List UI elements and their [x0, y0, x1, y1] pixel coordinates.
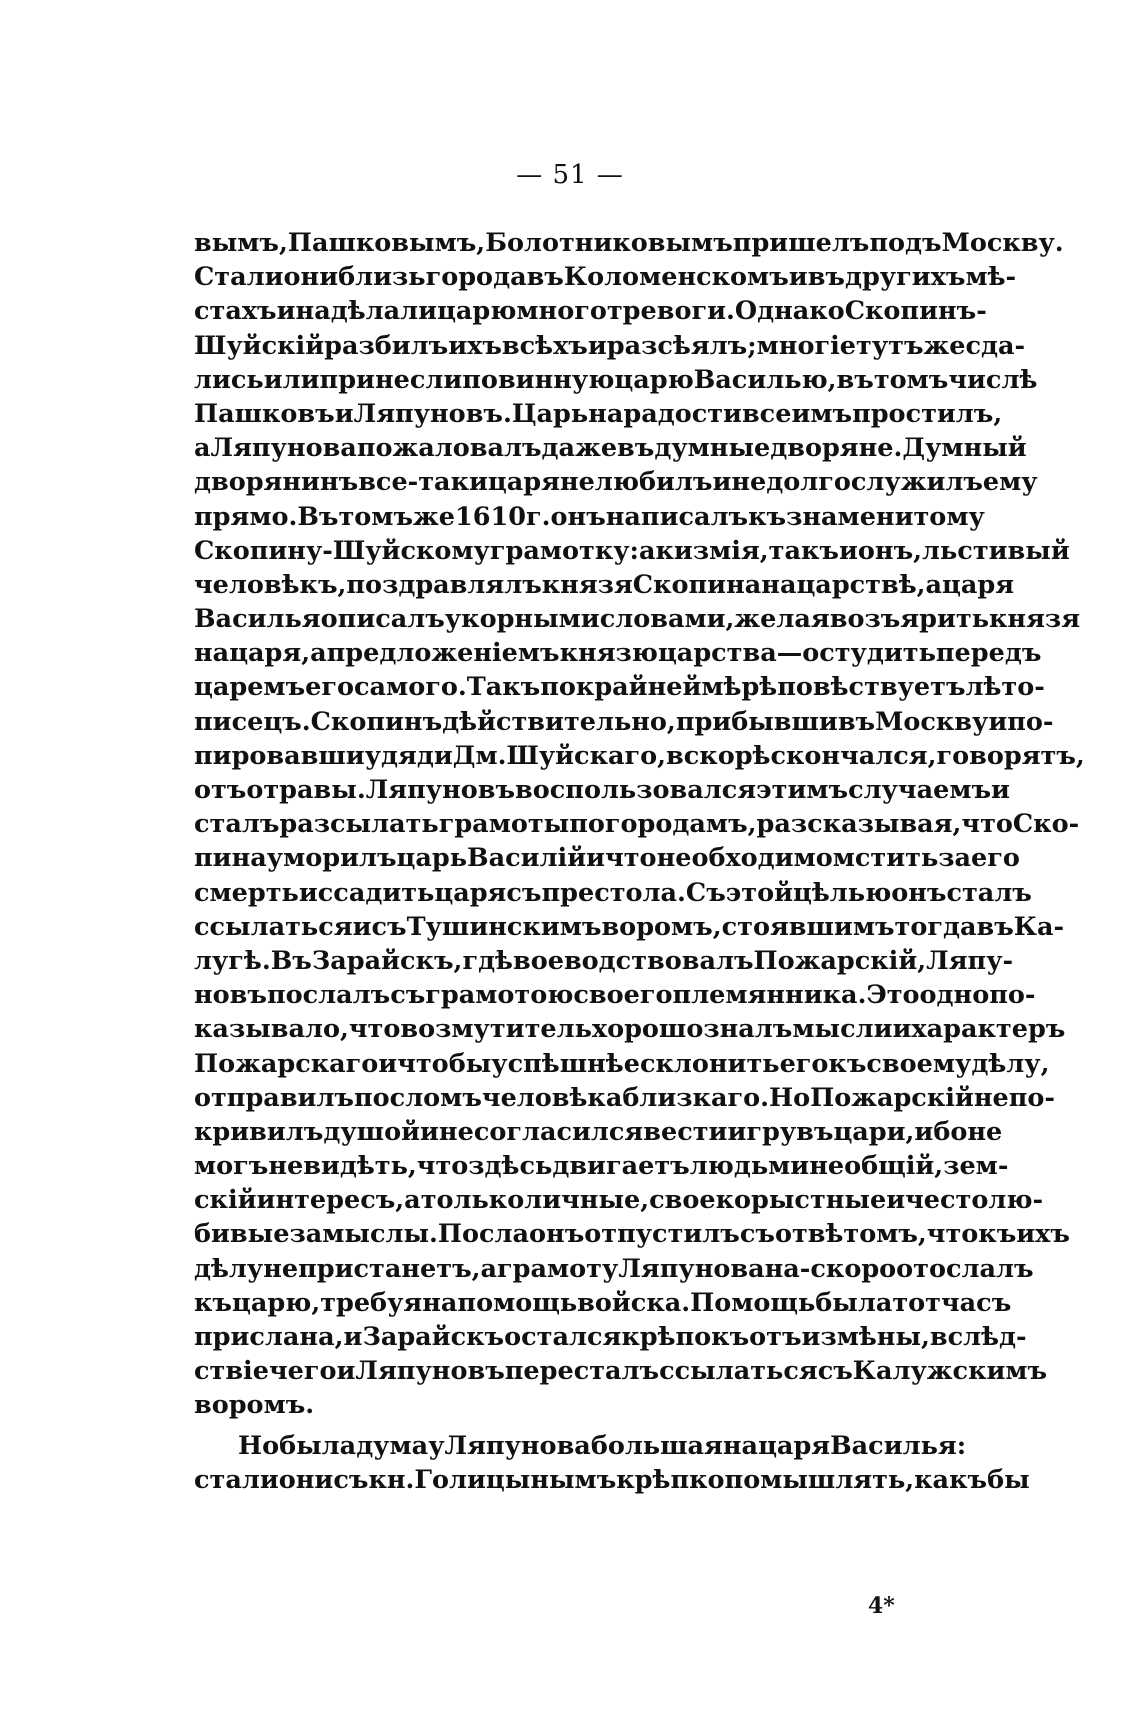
- text-line: кривилъ душой и не согласился вести игру въ цари, ибо не: [194, 1116, 1003, 1147]
- text-line: отъ отравы. Ляпуновъ воспользовался этимъ случаемъ и: [194, 775, 1010, 805]
- text-line: дѣлу не пристанетъ, а грамоту Ляпунова на-скоро отослалъ: [194, 1253, 1034, 1284]
- text-line: дворянинъ все-таки царя не любилъ и не долго служилъ ему: [194, 467, 1038, 498]
- text-line: пировавши у дяди Дм. Шуйскаго, вскорѣ скончался, говорятъ,: [194, 740, 1085, 771]
- text-line: лугѣ. Въ Зарайскъ, гдѣ воеводствовалъ Пожарскій, Ляпу-: [194, 945, 1014, 976]
- text-line: прямо. Въ томъ же 1610 г. онъ написалъ къ знаменитому: [194, 501, 985, 532]
- text-line: Шуйскій разбилъ ихъ всѣхъ и разсѣялъ; многіе тутъ же сда-: [194, 330, 1026, 361]
- text-line: человѣкъ, поздравлялъ князя Скопина на царствѣ, а царя: [194, 569, 1015, 600]
- text-line: стали они съ кн. Голицынымъ крѣпко помышлять, какъ бы: [194, 1464, 1030, 1495]
- text-line: ствіе чего и Ляпуновъ пересталъ ссылаться съ Калужскимъ: [194, 1356, 1048, 1387]
- body-text: [194, 226, 1085, 1497]
- text-line: лись или принесли повинную царю Василью, въ томъ числѣ: [194, 364, 1038, 395]
- text-line: Василья описалъ укорными словами, желая возъярить князя: [194, 604, 1081, 635]
- text-line: Но была дума у Ляпунова большая на царя Василья:: [238, 1430, 967, 1461]
- paragraph-1: [194, 226, 1085, 1423]
- text-line: сталъ разсылать грамоты по городамъ, разсказывая, что Ско-: [194, 809, 1080, 840]
- text-line: отправилъ посломъ человѣка близкаго. Но Пожарскій не по-: [194, 1082, 1055, 1113]
- page-number: — 51 —: [516, 160, 624, 190]
- text-line: ссылаться и съ Тушинскимъ воромъ, стоявшимъ тогда въ Ка-: [194, 911, 1065, 942]
- text-line: царемъ его самого. Такъ по крайней мѣрѣ повѣствуетъ лѣто-: [194, 672, 1045, 703]
- text-line: Скопину-Шуйскому грамотку: аки змія, такъ и онъ, льстивый: [194, 535, 1070, 566]
- text-line: а Ляпунова пожаловалъ даже въ думные дворяне. Думный: [194, 433, 1027, 464]
- text-line: смерть и ссадить царя съ престола. Съ этой цѣлью онъ сталъ: [194, 877, 1032, 908]
- text-line: Пашковъ и Ляпуновъ. Царь на радости все имъ простилъ,: [194, 398, 1003, 429]
- text-line: новъ послалъ съ грамотою своего племянника. Это одно по-: [194, 980, 1036, 1011]
- text-line: вымъ, Пашковымъ, Болотниковымъ пришелъ подъ Москву.: [194, 228, 1064, 258]
- text-line: пина уморилъ царь Василій и что необходимо мстить за его: [194, 843, 1020, 874]
- signature-mark: 4*: [868, 1593, 895, 1619]
- text-line: воромъ.: [194, 1390, 315, 1421]
- text-line: могъ не видѣть, что здѣсь двигаетъ людьми не общій, зем-: [194, 1151, 1009, 1182]
- text-line: скій интересъ, а только личные, своекорыстные и честолю-: [194, 1185, 1044, 1216]
- text-line: стахъ и надѣлали царю много тревоги. Однако Скопинъ-: [194, 296, 987, 327]
- text-line: къ царю, требуя на помощь войска. Помощь была тотчасъ: [194, 1287, 1012, 1318]
- text-line: казывало, что возмутитель хорошо зналъ мысли и характеръ: [194, 1014, 1066, 1045]
- text-line: Стали они близь города въ Коломенскомъ и въ другихъ мѣ-: [194, 262, 1017, 293]
- text-line: Пожарскаго и чтобы успѣшнѣе склонить его къ своему дѣлу,: [194, 1048, 1050, 1079]
- paragraph-2: [194, 1429, 1030, 1497]
- text-line: бивые замыслы. Посла онъ отпустилъ съ отвѣтомъ, что къ ихъ: [194, 1219, 1070, 1250]
- text-line: прислана, и Зарайскъ остался крѣпокъ отъ измѣны, вслѣд-: [194, 1322, 1027, 1352]
- text-line: на царя, а предложеніемъ князю царства—остудить передъ: [194, 638, 1042, 669]
- text-line: писецъ. Скопинъ дѣйствительно, прибывши въ Москву и по-: [194, 706, 1054, 737]
